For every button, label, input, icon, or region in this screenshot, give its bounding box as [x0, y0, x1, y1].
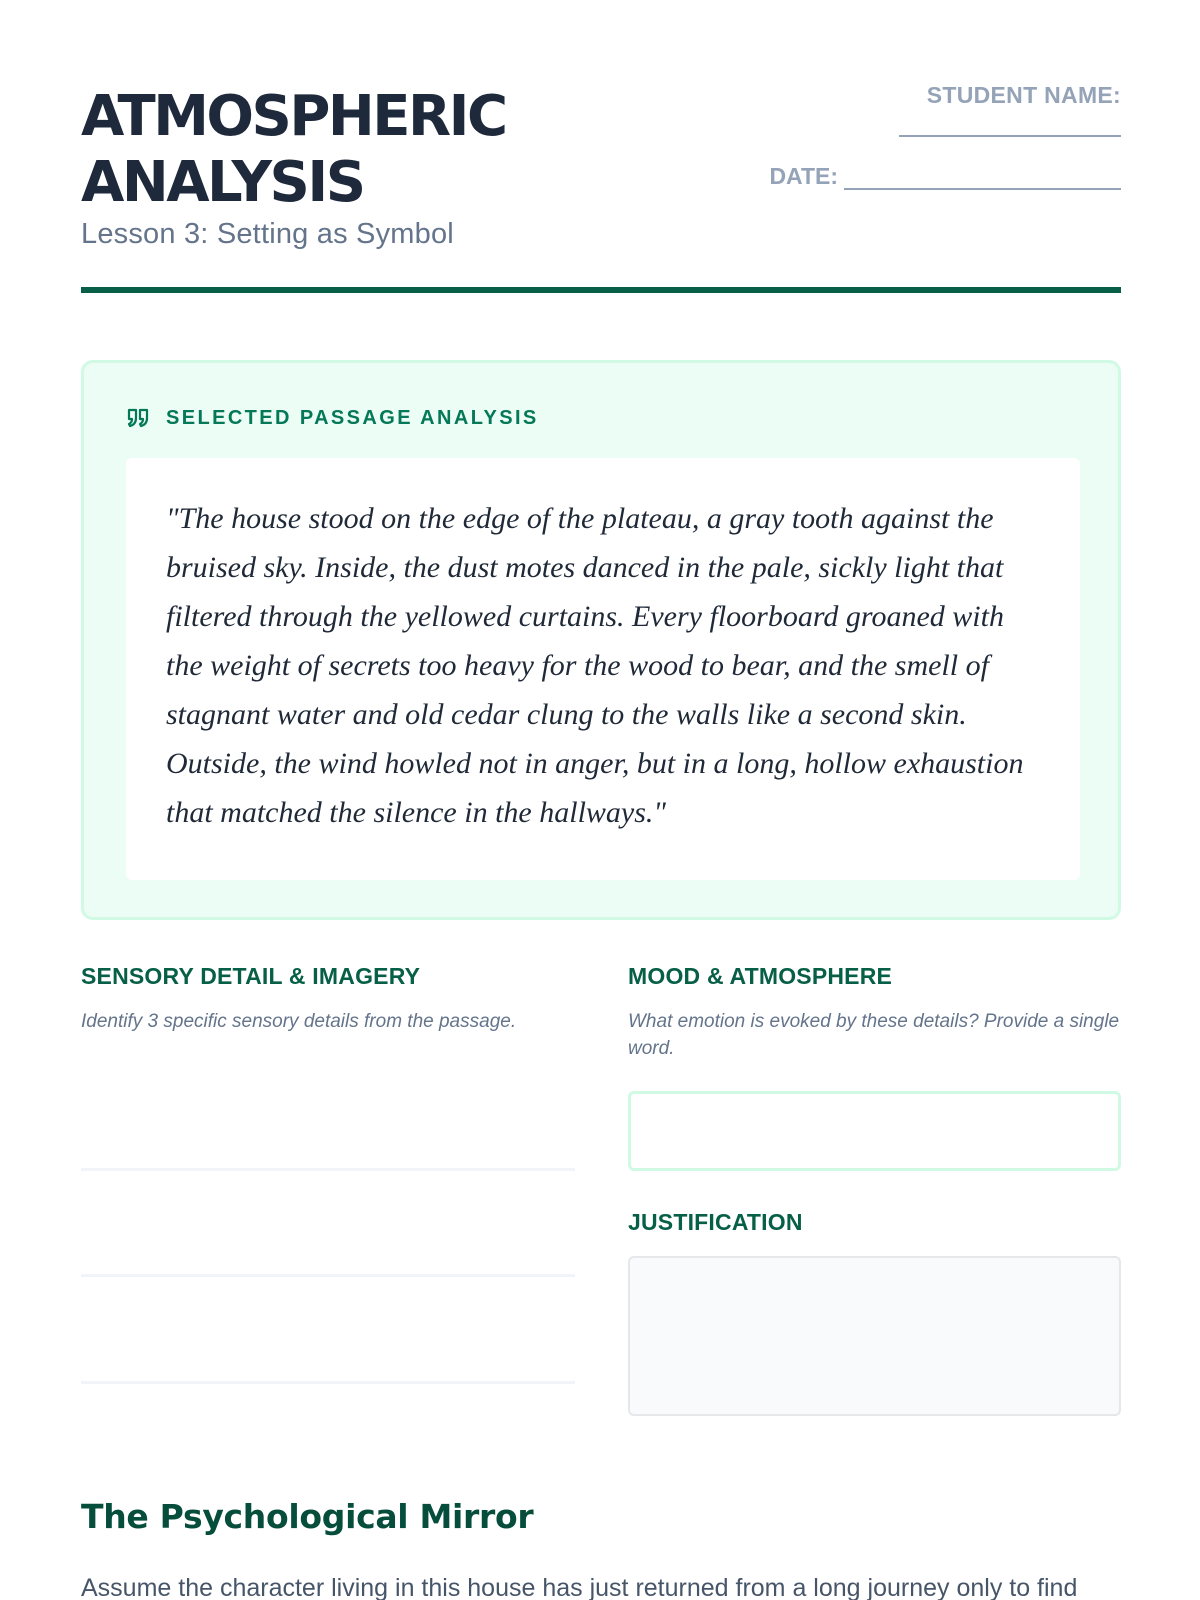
passage-box: [126, 458, 1080, 880]
student-name-blank[interactable]: [899, 121, 1121, 137]
header-divider: [81, 287, 1121, 293]
student-name-label: STUDENT NAME:: [926, 82, 1121, 108]
page-title-line-1: ATMOSPHERIC: [81, 84, 506, 149]
mood-hint: What emotion is evoked by these details? Provide a single word.: [628, 1011, 1120, 1059]
worksheet-page: [81, 0, 1121, 1600]
justification-textarea[interactable]: [628, 1256, 1121, 1416]
student-name-field: [899, 82, 1121, 137]
mood-input[interactable]: [628, 1091, 1121, 1171]
passage-header: [126, 405, 539, 431]
justification-heading: JUSTIFICATION: [628, 1209, 803, 1235]
sensory-answer-line-2[interactable]: [81, 1274, 575, 1277]
mood-section: [628, 963, 1121, 1235]
passage-text: "The house stood on the edge of the plateau, a gray tooth against the bruised sky. Inside, the dust motes danced in the pale, sickly light that filtered through the yellowed curtains. Every floorboard groaned with the weight of secrets too heavy for the wood to bear, and the smell of stagnant water and old cedar clung to the walls like a second skin. Outside, the wind howled not in anger, but in a long, hollow exhaustion that matched the silence in the hallways.": [166, 502, 1024, 829]
mirror-section-title: The Psychological Mirror: [81, 1497, 534, 1536]
date-blank[interactable]: [844, 164, 1121, 190]
date-label: DATE:: [769, 163, 838, 189]
sensory-heading: SENSORY DETAIL & IMAGERY: [81, 963, 421, 989]
mirror-section-text: Assume the character living in this house has just returned from a long journey only to find: [81, 1574, 1078, 1600]
sensory-answer-line-1[interactable]: [81, 1168, 575, 1171]
mood-heading: MOOD & ATMOSPHERE: [628, 963, 893, 989]
sensory-answer-line-3[interactable]: [81, 1381, 575, 1384]
passage-card: [81, 360, 1121, 920]
quote-icon: [126, 405, 152, 431]
worksheet-header: [81, 0, 1121, 296]
page-title: [81, 84, 506, 216]
lesson-subtitle: Lesson 3: Setting as Symbol: [81, 218, 454, 250]
sensory-section: [81, 963, 575, 1035]
passage-label: SELECTED PASSAGE ANALYSIS: [166, 406, 539, 429]
page-title-line-2: ANALYSIS: [81, 150, 364, 215]
date-field: [769, 163, 1121, 190]
sensory-hint: Identify 3 specific sensory details from the passage.: [81, 1011, 517, 1032]
